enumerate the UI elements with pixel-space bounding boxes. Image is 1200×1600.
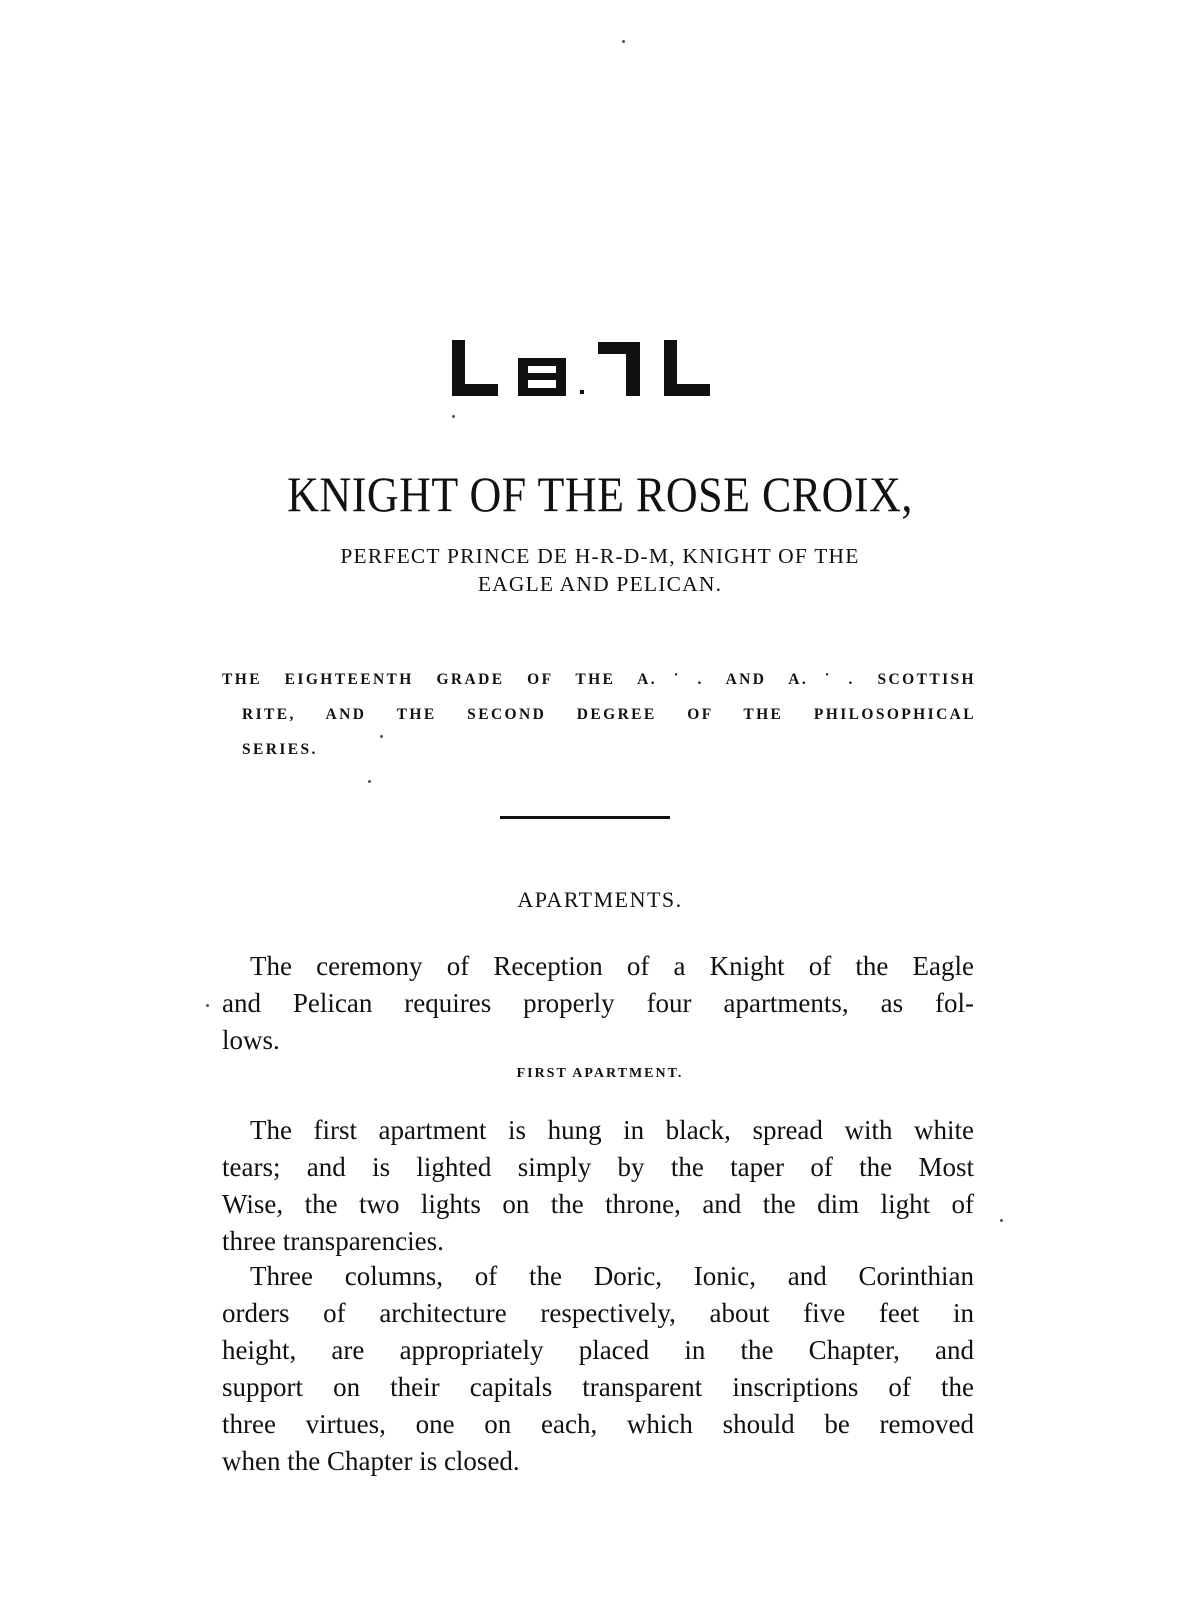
cipher-heading-icon (452, 340, 722, 400)
scan-speck (622, 40, 625, 43)
intro-paragraph (222, 948, 974, 1059)
scan-speck (206, 1004, 209, 1007)
text-line: Wise, the two lights on the throne, and the dim light of (222, 1189, 974, 1219)
subtitle (230, 542, 970, 598)
text-line: tears; and is lighted simply by the taper of the Most (222, 1152, 974, 1182)
section-divider (500, 816, 670, 819)
subtitle-line: PERFECT PRINCE DE H-R-D-M, KNIGHT OF THE (340, 544, 860, 568)
scan-speck (368, 780, 371, 783)
text-line: three transparencies. (222, 1226, 444, 1256)
text-line: lows. (222, 1025, 280, 1055)
text-line: three virtues, one on each, which should be removed (222, 1409, 974, 1439)
grade-line: THE EIGHTEENTH GRADE OF THE A.˙. AND A.˙. SCOTTISH (222, 671, 976, 688)
text-line: when the Chapter is closed. (222, 1446, 520, 1476)
subtitle-line: EAGLE AND PELICAN. (477, 572, 723, 596)
section-heading: APARTMENTS. (517, 887, 683, 912)
subheading: FIRST APARTMENT. (516, 1066, 684, 1081)
text-line: support on their capitals transparent inscriptions of the (222, 1372, 974, 1402)
grade-description (222, 662, 976, 767)
text-line: The first apartment is hung in black, spread with white (250, 1115, 974, 1145)
scan-speck (1000, 1219, 1003, 1222)
text-line: orders of architecture respectively, about five feet in (222, 1298, 974, 1328)
scan-speck (452, 415, 455, 418)
text-line: height, are appropriately placed in the Chapter, and (222, 1335, 974, 1365)
text-line: Three columns, of the Doric, Ionic, and Corinthian (250, 1261, 974, 1291)
text-line: The ceremony of Reception of a Knight of the Eagle (250, 951, 974, 981)
page-title: KNIGHT OF THE ROSE CROIX, (287, 467, 913, 522)
text-line: and Pelican requires properly four apartments, as fol- (222, 988, 974, 1018)
grade-line: SERIES. (242, 741, 318, 758)
first-apartment-paragraph (222, 1112, 974, 1260)
columns-paragraph (222, 1258, 974, 1480)
scan-speck (380, 735, 383, 738)
grade-line: RITE, AND THE SECOND DEGREE OF THE PHILOSOPHICAL (242, 706, 976, 723)
